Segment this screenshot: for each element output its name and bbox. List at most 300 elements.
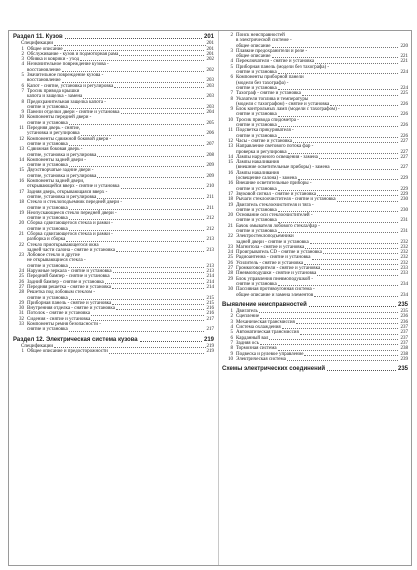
entry-page: 204 xyxy=(206,110,214,116)
entry-number: 28 xyxy=(228,271,233,277)
entry-text: общее описание xyxy=(236,54,271,60)
entry-text: Рычаги стеклоочистителя - снятие и установка xyxy=(236,197,336,203)
entry-page: 224 xyxy=(400,85,408,91)
entry-page: 237 xyxy=(400,340,408,346)
entry-text: Стекло приоткрывающегося окна xyxy=(27,242,99,248)
entry-text: Решетка под лобовым стеклом - xyxy=(27,290,96,296)
entry-text: Панели отделки двери - снятие и установка xyxy=(27,110,120,116)
entry-number: 5 xyxy=(230,64,233,70)
entry-number: 11 xyxy=(19,126,24,132)
section-12-entries xyxy=(13,349,214,354)
entry-text: Тросик привода спидометра - xyxy=(236,117,299,123)
entry-text: Сборка сдвигающегося стекла и рамки - xyxy=(27,221,113,227)
entry-page: 230 xyxy=(400,207,408,213)
entry-number: 8 xyxy=(21,99,24,105)
entry-text: Сцепление xyxy=(236,314,260,320)
entry-number: 22 xyxy=(19,242,24,248)
entry-text: снятие и установка xyxy=(236,207,277,213)
entry-page: 206 xyxy=(206,131,214,137)
entry-number: 5 xyxy=(21,73,24,79)
entry-number: 5 xyxy=(230,330,233,336)
entry-page: 230 xyxy=(400,197,408,203)
entry-text: Лампы накаливания xyxy=(236,170,279,176)
entry-page: 229 xyxy=(400,191,408,197)
entry-page: 221 xyxy=(400,54,408,60)
toc-entry xyxy=(222,75,408,91)
entry-text: снятие и установка xyxy=(27,295,68,301)
entry-number: 4 xyxy=(230,325,233,331)
toc-entry xyxy=(222,160,408,171)
entry-text: Тахограф - снятие и установка xyxy=(236,91,301,97)
entry-text: снятие и установка xyxy=(27,205,68,211)
entry-text: Общее описание и предосторожности xyxy=(27,349,108,355)
toc-entry xyxy=(222,65,408,76)
spec-page: 219 xyxy=(206,343,214,349)
entry-text: капота и защелка - замена xyxy=(27,94,83,100)
entry-text: Приборная панель - снятие и установка xyxy=(27,300,112,306)
entry-number: 20 xyxy=(228,213,233,219)
toc-entry xyxy=(222,203,408,214)
entry-page: 202 xyxy=(206,67,214,73)
entry-number: 18 xyxy=(228,197,233,203)
toc-entry xyxy=(222,234,408,245)
entry-text: Сидения - снятие и установка xyxy=(27,316,91,322)
entry-text: снятие и установка xyxy=(27,263,68,269)
entry-text: задней двери - снятие и установка xyxy=(236,239,309,245)
toc-page xyxy=(8,30,412,566)
entry-text: Бачок омывателя лобового стекла/фар - xyxy=(236,223,320,229)
entry-number: 6 xyxy=(21,83,24,89)
entry-page: 215 xyxy=(206,300,214,306)
entry-text: восстановление xyxy=(27,67,61,73)
entry-text: Передняя решетка - снятие и установка xyxy=(27,284,112,290)
section-title: Выявление неисправностей xyxy=(222,301,307,308)
entry-page: 219 xyxy=(206,349,214,355)
entry-text: снятие и установка xyxy=(236,186,277,192)
entry-text: Сдвижная боковая дверь - xyxy=(27,147,83,153)
entry-number: 28 xyxy=(19,290,24,296)
entry-text: Лобовое стекло и другие xyxy=(27,253,80,259)
section-page: 235 xyxy=(397,301,408,308)
entry-text: Электрическая система xyxy=(236,356,286,362)
entry-text: общее описание и замена элементов xyxy=(236,292,314,298)
section-page: 201 xyxy=(203,34,214,40)
toc-right-column xyxy=(222,33,408,373)
entry-text: снятие, установка и регулировка xyxy=(27,152,97,158)
toc-entry xyxy=(222,107,408,118)
entry-number: 1 xyxy=(21,46,24,52)
entry-page: 232 xyxy=(400,250,408,256)
toc-entry xyxy=(13,179,214,190)
entry-number: 16 xyxy=(228,181,233,187)
entry-text: Внутренняя отделка - снятие и установка xyxy=(27,306,115,312)
schemes-heading xyxy=(222,367,408,372)
entry-page: 236 xyxy=(400,314,408,320)
entry-text: снятие и установка xyxy=(27,120,68,126)
toc-entry xyxy=(13,147,214,158)
entry-page: 216 xyxy=(206,311,214,317)
entry-number: 24 xyxy=(228,250,233,256)
entry-page: 233 xyxy=(400,266,408,272)
entry-number: 7 xyxy=(230,340,233,346)
entry-text: снятие и установка xyxy=(236,228,277,234)
entry-number: 7 xyxy=(21,88,24,94)
entry-number: 10 xyxy=(228,117,233,123)
toc-entry xyxy=(13,243,214,254)
entry-text: Компоненты приборной панели xyxy=(236,75,304,81)
entry-text: Компоненты ремня безопасности - xyxy=(27,322,101,328)
entry-page: 207 xyxy=(206,141,214,147)
entry-number: 23 xyxy=(228,244,233,250)
entry-number: 20 xyxy=(19,221,24,227)
entry-text: снятие и установка xyxy=(236,133,277,139)
entry-page: 231 xyxy=(400,228,408,234)
entry-number: 2 xyxy=(230,33,233,38)
entry-number: 9 xyxy=(230,351,233,357)
toc-entry xyxy=(222,287,408,298)
entry-text: Переключатели - снятие и установка xyxy=(236,59,315,65)
entry-text: снятие и установка xyxy=(236,123,277,129)
toc-entry xyxy=(13,232,214,243)
entry-text: Указатели топлива и температуры xyxy=(236,96,309,102)
entry-text: Механическая трансмиссия xyxy=(236,319,295,325)
entry-text: Предохранительная защелка капота - xyxy=(27,99,106,105)
entry-page: 203 xyxy=(206,104,214,110)
entry-text: снятие и установка xyxy=(236,281,277,287)
entry-page: 224 xyxy=(400,70,408,76)
entry-page: 205 xyxy=(206,120,214,126)
entry-number: 15 xyxy=(228,160,233,166)
entry-number: 19 xyxy=(228,202,233,208)
toc-entry xyxy=(222,97,408,108)
entry-text: Проигрыватель CD - снятие и установка xyxy=(236,250,322,256)
entry-page: 237 xyxy=(400,325,408,331)
entry-page: 221 xyxy=(400,59,408,65)
entry-text: Подвеска и рулевое управление xyxy=(236,351,304,357)
toc-entry xyxy=(222,357,408,362)
entry-number: 8 xyxy=(230,96,233,102)
entry-number: 3 xyxy=(230,48,233,54)
toc-entry xyxy=(13,349,214,354)
section-title: Раздел 11. Кузов xyxy=(13,34,63,40)
entry-page: 213 xyxy=(206,237,214,243)
entry-page: 232 xyxy=(400,239,408,245)
entry-page: 237 xyxy=(400,330,408,336)
spec-label: Спецификации xyxy=(21,41,54,47)
entry-text: Обслуживание - кузов и подмоторная рама xyxy=(27,51,119,57)
toc-entry xyxy=(222,118,408,129)
entry-number: 33 xyxy=(19,322,24,328)
entry-page: 216 xyxy=(206,306,214,312)
toc-left-column xyxy=(13,33,214,355)
entry-page: 226 xyxy=(400,101,408,107)
entry-page: 235 xyxy=(400,309,408,315)
entry-text: Громкоговорители - снятие и установка xyxy=(236,266,321,272)
entry-text: Подсветка прикуривателя - xyxy=(236,128,294,134)
entry-page: 209 xyxy=(206,173,214,179)
entry-number: 12 xyxy=(19,136,24,142)
entry-text: Карданный вал xyxy=(236,335,269,341)
entry-page: 233 xyxy=(400,271,408,277)
entry-text: задней части салона - снятие и установка xyxy=(27,247,115,253)
entry-text: Приборная панель (модели без тахографа) - xyxy=(236,64,330,70)
entry-text: Капот - снятие, установка и регулировка xyxy=(27,83,114,89)
entry-text: Пневмоподушки - снятие и установка xyxy=(236,271,317,277)
entry-page: 238 xyxy=(400,351,408,357)
entry-text: снятие и установка xyxy=(27,327,68,333)
entry-page: 232 xyxy=(400,260,408,266)
toc-entry xyxy=(222,128,408,139)
entry-page: 213 xyxy=(206,247,214,253)
entry-text: Задняя ось xyxy=(236,340,259,346)
toc-entry xyxy=(13,290,214,301)
toc-entry xyxy=(13,168,214,179)
entry-number: 16 xyxy=(228,170,233,176)
entry-text: (освещение салона) - замена xyxy=(236,176,297,182)
entry-text: Тросик привода крышки xyxy=(27,88,80,94)
entry-page: 203 xyxy=(206,78,214,84)
toc-entry xyxy=(13,115,214,126)
entry-text: Компоненты сдвижной боковой двери - xyxy=(27,136,112,142)
toc-entry xyxy=(13,253,214,269)
entry-page: 214 xyxy=(206,279,214,285)
entry-text: Компоненты задней двери, xyxy=(27,179,85,185)
toc-entry xyxy=(13,322,214,333)
entry-number: 26 xyxy=(228,260,233,266)
entry-text: Усилитель - снятие и установка xyxy=(236,260,304,266)
column-divider xyxy=(218,31,219,565)
entry-page: 212 xyxy=(206,226,214,232)
toc-entry xyxy=(222,181,408,192)
toc-entry xyxy=(13,221,214,232)
entry-text: восстановление xyxy=(27,78,61,84)
entry-text: снятие и установка xyxy=(27,226,68,232)
entry-page: 239 xyxy=(400,356,408,362)
entry-number: 3 xyxy=(21,57,24,63)
entry-page: 212 xyxy=(206,216,214,222)
entry-page: 231 xyxy=(400,218,408,224)
spec-label: Спецификации xyxy=(21,343,54,349)
entry-text: Блок контрольных ламп (модели с тахографом) - xyxy=(236,107,340,113)
toc-entry xyxy=(222,213,408,224)
toc-entry xyxy=(13,73,214,84)
entry-text: Передняя дверь - снятие, xyxy=(27,126,81,132)
entry-number: 32 xyxy=(19,316,24,322)
entry-text: Лампы накаливания xyxy=(236,160,279,166)
entry-text: Задняя дверь, открывающаяся вверх - xyxy=(27,189,108,195)
toc-entry xyxy=(13,158,214,169)
entry-text: установка и регулировка xyxy=(27,131,80,137)
entry-text: Компоненты передней двери - xyxy=(27,115,92,121)
entry-number: 25 xyxy=(228,255,233,261)
entry-number: 13 xyxy=(19,147,24,153)
entry-text: (модели без тахографа) - xyxy=(236,80,289,86)
entry-page: 234 xyxy=(400,292,408,298)
entry-text: Сборка сдвигающегося стекла и рамки - xyxy=(27,231,113,237)
entry-text: снятие, установка и регулировка xyxy=(27,173,97,179)
toc-entry xyxy=(222,144,408,155)
entry-text: снятие и установка xyxy=(27,141,68,147)
entry-page: 210 xyxy=(206,184,214,190)
entry-page: 229 xyxy=(400,176,408,182)
entry-number: 19 xyxy=(19,210,24,216)
entry-number: 18 xyxy=(19,200,24,206)
entry-number: 29 xyxy=(19,300,24,306)
entry-page: 217 xyxy=(206,327,214,333)
entry-text: Двигатель xyxy=(236,309,258,315)
toc-entry xyxy=(13,100,214,111)
entry-number: 1 xyxy=(230,309,233,315)
entry-text: Компоненты задней двери - xyxy=(27,157,86,163)
entry-text: Незначительное повреждение кузова - xyxy=(27,62,109,68)
entry-text: проверка и регулировка xyxy=(236,149,287,155)
entry-number: 11 xyxy=(228,128,233,134)
entry-page: 220 xyxy=(400,43,408,49)
toc-entry xyxy=(222,171,408,182)
entry-text: снятие, установка и регулировка xyxy=(27,194,97,200)
entry-text: Двигатель стеклоочистителя и тяга - xyxy=(236,202,314,208)
entry-number: 10 xyxy=(228,356,233,362)
entry-number: 15 xyxy=(19,168,24,174)
entry-text: Магнитола - снятие и установка xyxy=(236,244,305,250)
toc-entry xyxy=(13,62,214,73)
entry-number: 12 xyxy=(228,138,233,144)
toc-entry xyxy=(222,277,408,288)
entry-text: Задний бампер - снятие и установка xyxy=(27,279,104,285)
entry-number: 9 xyxy=(21,110,24,116)
entry-text: Направление светового потока фар - xyxy=(236,144,314,150)
entry-text: в электрической системе - xyxy=(236,38,292,44)
entry-page: 213 xyxy=(206,269,214,275)
entry-page: 215 xyxy=(206,295,214,301)
entry-page: 201 xyxy=(206,51,214,57)
entry-text: Электростеклоподъемники xyxy=(236,234,294,240)
entry-page: 234 xyxy=(400,281,408,287)
entry-number: 21 xyxy=(19,231,24,237)
entry-text: Поиск неисправностей xyxy=(236,33,285,38)
entry-text: Тормозная система xyxy=(236,346,277,352)
entry-text: снятие и установка xyxy=(27,163,68,169)
section-title: Раздел 12. Электрическая система кузова xyxy=(13,336,138,343)
entry-text: Двухстворчатые задние двери - xyxy=(27,168,94,174)
entry-number: 27 xyxy=(228,266,233,272)
section-11-entries xyxy=(13,47,214,333)
toc-entry xyxy=(13,89,214,100)
entry-number: 1 xyxy=(21,349,24,355)
entry-number: 6 xyxy=(230,75,233,81)
faults-heading xyxy=(222,303,408,308)
entry-page: 213 xyxy=(206,263,214,269)
entry-page: 202 xyxy=(206,57,214,63)
toc-entry xyxy=(13,137,214,148)
entry-number: 30 xyxy=(19,306,24,312)
entry-text: Часы - снятие и установка xyxy=(236,138,292,144)
entry-text: Стекло и стеклоподъемник передней двери - xyxy=(27,200,122,206)
entry-text: Значительное повреждение кузова - xyxy=(27,73,104,79)
section-12-heading xyxy=(13,338,214,343)
entry-text: снятие и установка xyxy=(27,216,68,222)
entry-text: Обивка и коврики - уход xyxy=(27,57,80,63)
entry-text: Плавкие предохранители и реле - xyxy=(236,48,308,54)
entry-text: Пассивная противоугонная система - xyxy=(236,287,315,293)
entry-number: 7 xyxy=(230,91,233,97)
entry-page: 229 xyxy=(400,186,408,192)
entry-number: 29 xyxy=(228,276,233,282)
entry-text: снятие и установка xyxy=(236,85,277,91)
toc-entry xyxy=(222,33,408,49)
entry-page: 237 xyxy=(400,335,408,341)
entry-text: (внешние осветительные приборы) - замена xyxy=(236,165,330,171)
entry-text: Потолок - снятие и установка xyxy=(27,311,90,317)
entry-number: 2 xyxy=(21,51,24,57)
spec-page: 201 xyxy=(206,41,214,47)
entry-page: 211 xyxy=(206,205,214,211)
entry-page: 232 xyxy=(400,255,408,261)
entry-number: 24 xyxy=(19,269,24,275)
entry-text: снятие и установка xyxy=(236,112,277,118)
entry-text: Автоматическая трансмиссия xyxy=(236,330,299,336)
section-11-heading xyxy=(13,35,214,40)
entry-number: 14 xyxy=(19,157,24,163)
entry-page: 214 xyxy=(206,284,214,290)
entry-number: 26 xyxy=(19,279,24,285)
entry-number: 4 xyxy=(230,59,233,65)
toc-entry xyxy=(222,49,408,60)
entry-page: 203 xyxy=(206,83,214,89)
entry-page: 211 xyxy=(206,194,214,200)
section-page: 235 xyxy=(397,366,408,373)
entry-page: 209 xyxy=(206,163,214,169)
toc-entry xyxy=(13,200,214,211)
section-title: Схемы электрических соединений xyxy=(222,366,326,373)
entry-number: 3 xyxy=(230,319,233,325)
section-12-entries-cont xyxy=(222,33,408,298)
entry-page: 236 xyxy=(400,319,408,325)
faults-entries xyxy=(222,309,408,362)
entry-page: 226 xyxy=(400,123,408,129)
entry-text: не открывающиеся стекла - xyxy=(27,258,86,264)
entry-number: 31 xyxy=(19,311,24,317)
entry-number: 23 xyxy=(19,253,24,259)
entry-page: 203 xyxy=(206,94,214,100)
toc-entry xyxy=(13,190,214,201)
entry-page: 217 xyxy=(206,316,214,322)
entry-page: 238 xyxy=(400,346,408,352)
entry-text: Неопускающееся стекло передней двери - xyxy=(27,210,117,216)
entry-number: 8 xyxy=(230,346,233,352)
entry-page: 227 xyxy=(400,154,408,160)
section-page: 219 xyxy=(203,336,214,343)
toc-entry xyxy=(13,126,214,137)
entry-text: Звуковой сигнал - снятие и установка xyxy=(236,191,316,197)
entry-text: снятие и установка xyxy=(236,218,277,224)
entry-page: 227 xyxy=(400,149,408,155)
entry-text: Радиоантенна - снятие и установка xyxy=(236,255,311,261)
entry-text: Наружные зеркала - снятие и установка xyxy=(27,269,112,275)
entry-number: 30 xyxy=(228,287,233,293)
entry-text: (модели с тахографом) - снятие и установка xyxy=(236,101,330,107)
entry-page: 201 xyxy=(206,46,214,52)
entry-text: Система охлаждения xyxy=(236,325,281,331)
toc-entry xyxy=(13,211,214,222)
toc-entry xyxy=(222,224,408,235)
entry-page: 208 xyxy=(206,152,214,158)
entry-text: Общее описание xyxy=(27,46,63,52)
entry-number: 10 xyxy=(19,115,24,121)
entry-number: 16 xyxy=(19,179,24,185)
entry-number: 14 xyxy=(228,154,233,160)
entry-number: 2 xyxy=(230,314,233,320)
